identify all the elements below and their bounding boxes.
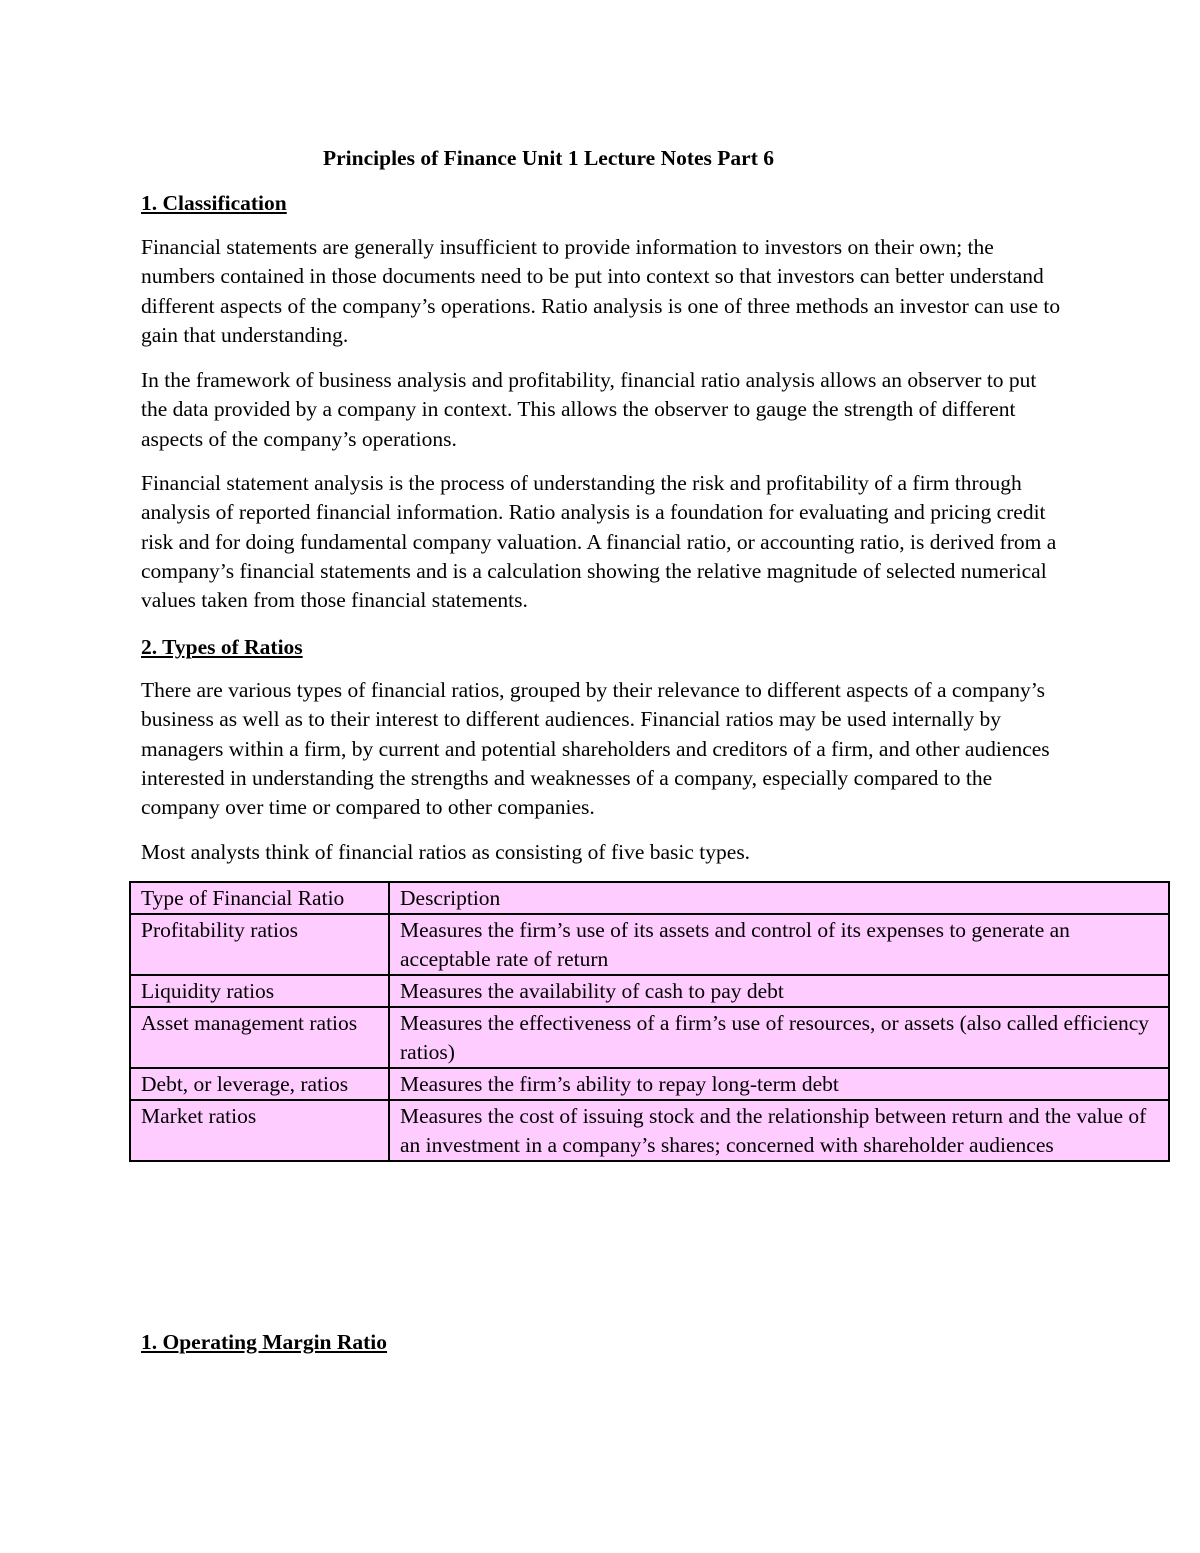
paragraph-classification-3: Financial statement analysis is the process of understanding the risk and profitability of a firm through analysis of reported financial information. Ratio analysis is a foundation for evaluating and pricing credit risk and for doing fundamental company valuation. A financial ratio, or accounting ratio, is derived from a company’s financial statements and is a calculation showing the relative magnitude of selected numerical values taken from those financial statements.: [141, 471, 1057, 613]
section-heading-operating-margin-ratio: 1. Operating Margin Ratio: [141, 1330, 388, 1354]
table-cell-type: Profitability ratios: [130, 914, 389, 975]
section-heading-classification: 1. Classification: [141, 191, 287, 215]
table-cell-type: Asset management ratios: [130, 1007, 389, 1068]
table-cell-description: Measures the firm’s use of its assets and control of its expenses to generate an acceptable rate of return: [389, 914, 1169, 975]
table-row: [130, 975, 1169, 1007]
paragraph-types-1: There are various types of financial ratios, grouped by their relevance to different aspects of a company’s business as well as to their interest to different audiences. Financial ratios may be used internally by managers within a firm, by current and potential shareholders and creditors of a firm, and other audiences interested in understanding the strengths and weaknesses of a company, especially compared to the company over time or compared to other companies.: [141, 678, 1050, 820]
paragraph-classification-2: In the framework of business analysis and profitability, financial ratio analysis allows an observer to put the data provided by a company in context. This allows the observer to gauge the strength of different aspects of the company’s operations.: [141, 368, 1037, 451]
table-cell-description: Measures the firm’s ability to repay long-term debt: [389, 1068, 1169, 1100]
section-heading-types-of-ratios: 2. Types of Ratios: [141, 635, 303, 659]
table-header-type: Type of Financial Ratio: [130, 882, 389, 914]
table-cell-description: Measures the cost of issuing stock and the relationship between return and the value of an investment in a company’s shares; concerned with shareholder audiences: [389, 1100, 1169, 1161]
table-header-description: Description: [389, 882, 1169, 914]
table-cell-description: Measures the availability of cash to pay debt: [389, 975, 1169, 1007]
table-row: [130, 1007, 1169, 1068]
table-cell-type: Market ratios: [130, 1100, 389, 1161]
table-header-row: [130, 882, 1169, 914]
table-row: [130, 1100, 1169, 1161]
table-row: [130, 914, 1169, 975]
page-title: Principles of Finance Unit 1 Lecture Notes Part 6: [322, 146, 775, 170]
table-cell-type: Debt, or leverage, ratios: [130, 1068, 389, 1100]
table-cell-type: Liquidity ratios: [130, 975, 389, 1007]
table-row: [130, 1068, 1169, 1100]
paragraph-classification-1: Financial statements are generally insufficient to provide information to investors on their own; the numbers contained in those documents need to be put into context so that investors can better understand different aspects of the company’s operations. Ratio analysis is one of three methods an investor can use to gain that understanding.: [141, 235, 1061, 347]
table-cell-description: Measures the effectiveness of a firm’s use of resources, or assets (also called efficiency ratios): [389, 1007, 1169, 1068]
paragraph-types-2: Most analysts think of financial ratios as consisting of five basic types.: [141, 840, 751, 864]
ratio-types-table: [129, 881, 1170, 1162]
